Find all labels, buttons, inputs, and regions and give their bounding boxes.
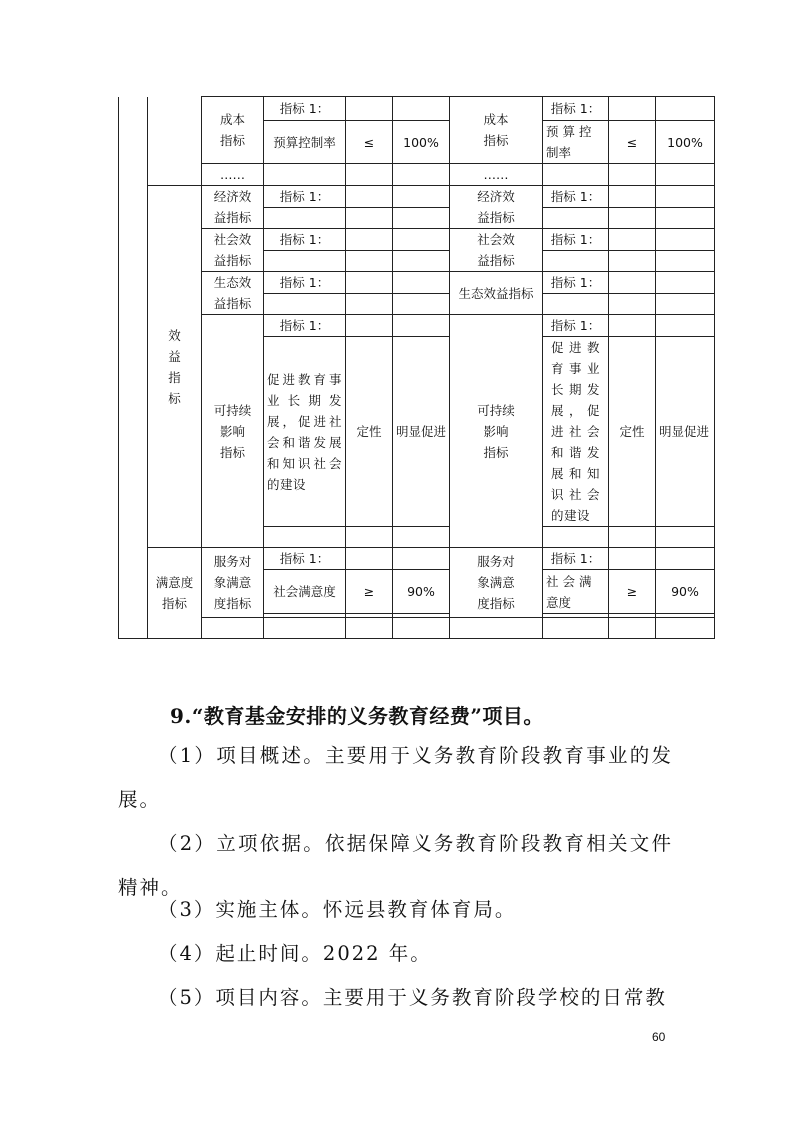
section-heading: 9.“教育基金安排的义务教育经费”项目。 xyxy=(170,704,544,728)
service-satisfaction-label: 服务对 象满意 度指标 xyxy=(202,548,264,618)
ge-sign-right: ≥ xyxy=(609,570,656,614)
satisfaction-value-left: 90% xyxy=(393,570,450,614)
performance-indicator-table xyxy=(118,96,715,639)
budget-control-rate-left: 预算控制率 xyxy=(264,121,346,164)
cost-indicator-label: 成本 指标 xyxy=(202,97,264,164)
satisfaction-indicator1-right: 指标 1： xyxy=(543,548,609,570)
obvious-promotion-right: 明显促进 xyxy=(656,337,715,527)
sustainable-impact-label-right: 可持续 影响 指标 xyxy=(450,315,543,548)
qualitative-left: 定性 xyxy=(346,337,393,527)
social-benefit-label: 社会效 益指标 xyxy=(202,229,264,272)
paragraph-time: （4）起止时间。2022 年。 xyxy=(158,942,432,965)
le-sign-left: ≤ xyxy=(346,121,393,164)
promote-education-text-left: 促进教育事业长期发展，促进社会和谐发展和知识社会的建设 xyxy=(264,337,346,527)
ecological-indicator1-left: 指标 1： xyxy=(264,272,346,294)
left-outer-column xyxy=(119,97,148,639)
paragraph-entity: （3）实施主体。怀远县教育体育局。 xyxy=(158,898,517,921)
social-satisfaction-left: 社会满意度 xyxy=(264,570,346,614)
sustainable-indicator1-left: 指标 1： xyxy=(264,315,346,337)
economic-benefit-label-right: 经济效 益指标 xyxy=(450,186,543,229)
social-satisfaction-right: 社 会 满 意度 xyxy=(543,570,609,614)
economic-benefit-label: 经济效 益指标 xyxy=(202,186,264,229)
ecological-indicator1-right: 指标 1： xyxy=(543,272,609,294)
cost-indicator1-right: 指标 1： xyxy=(543,97,609,121)
obvious-promotion-left: 明显促进 xyxy=(393,337,450,527)
social-indicator1-left: 指标 1： xyxy=(264,229,346,251)
benefit-indicator-category: 效 益 指 标 xyxy=(148,186,202,548)
service-satisfaction-label-right: 服务对 象满意 度指标 xyxy=(450,548,543,618)
ecological-benefit-label-right: 生态效益指标 xyxy=(450,272,543,315)
promote-education-text-right: 促进教育事业长期发展，促进社会和谐发展和知识社会的建设 xyxy=(543,337,609,527)
qualitative-right: 定性 xyxy=(609,337,656,527)
satisfaction-indicator-category: 满意度 指标 xyxy=(148,548,202,639)
budget-value-right: 100% xyxy=(656,121,715,164)
cost-category-cell xyxy=(148,97,202,186)
paragraph-content: （5）项目内容。主要用于义务教育阶段学校的日常教 xyxy=(158,986,667,1009)
budget-control-rate-right: 预 算 控 制率 xyxy=(543,121,609,164)
satisfaction-indicator1-left: 指标 1： xyxy=(264,548,346,570)
ge-sign-left: ≥ xyxy=(346,570,393,614)
cost-indicator1-left: 指标 1： xyxy=(264,97,346,121)
economic-indicator1-right: 指标 1： xyxy=(543,186,609,208)
social-indicator1-right: 指标 1： xyxy=(543,229,609,251)
page-number: 60 xyxy=(652,1030,666,1044)
satisfaction-value-right: 90% xyxy=(656,570,715,614)
paragraph-overview: （1）项目概述。主要用于义务教育阶段教育事业的发展。 xyxy=(118,744,673,811)
economic-indicator1-left: 指标 1： xyxy=(264,186,346,208)
paragraph-basis: （2）立项依据。依据保障义务教育阶段教育相关文件精神。 xyxy=(118,832,673,899)
le-sign-right: ≤ xyxy=(609,121,656,164)
budget-value-left: 100% xyxy=(393,121,450,164)
ecological-benefit-label: 生态效 益指标 xyxy=(202,272,264,315)
ellipsis-left: …… xyxy=(202,164,264,186)
cost-indicator-label-right: 成本 指标 xyxy=(450,97,543,164)
sustainable-indicator1-right: 指标 1： xyxy=(543,315,609,337)
social-benefit-label-right: 社会效 益指标 xyxy=(450,229,543,272)
ellipsis-right: …… xyxy=(450,164,543,186)
sustainable-impact-label: 可持续 影响 指标 xyxy=(202,315,264,548)
